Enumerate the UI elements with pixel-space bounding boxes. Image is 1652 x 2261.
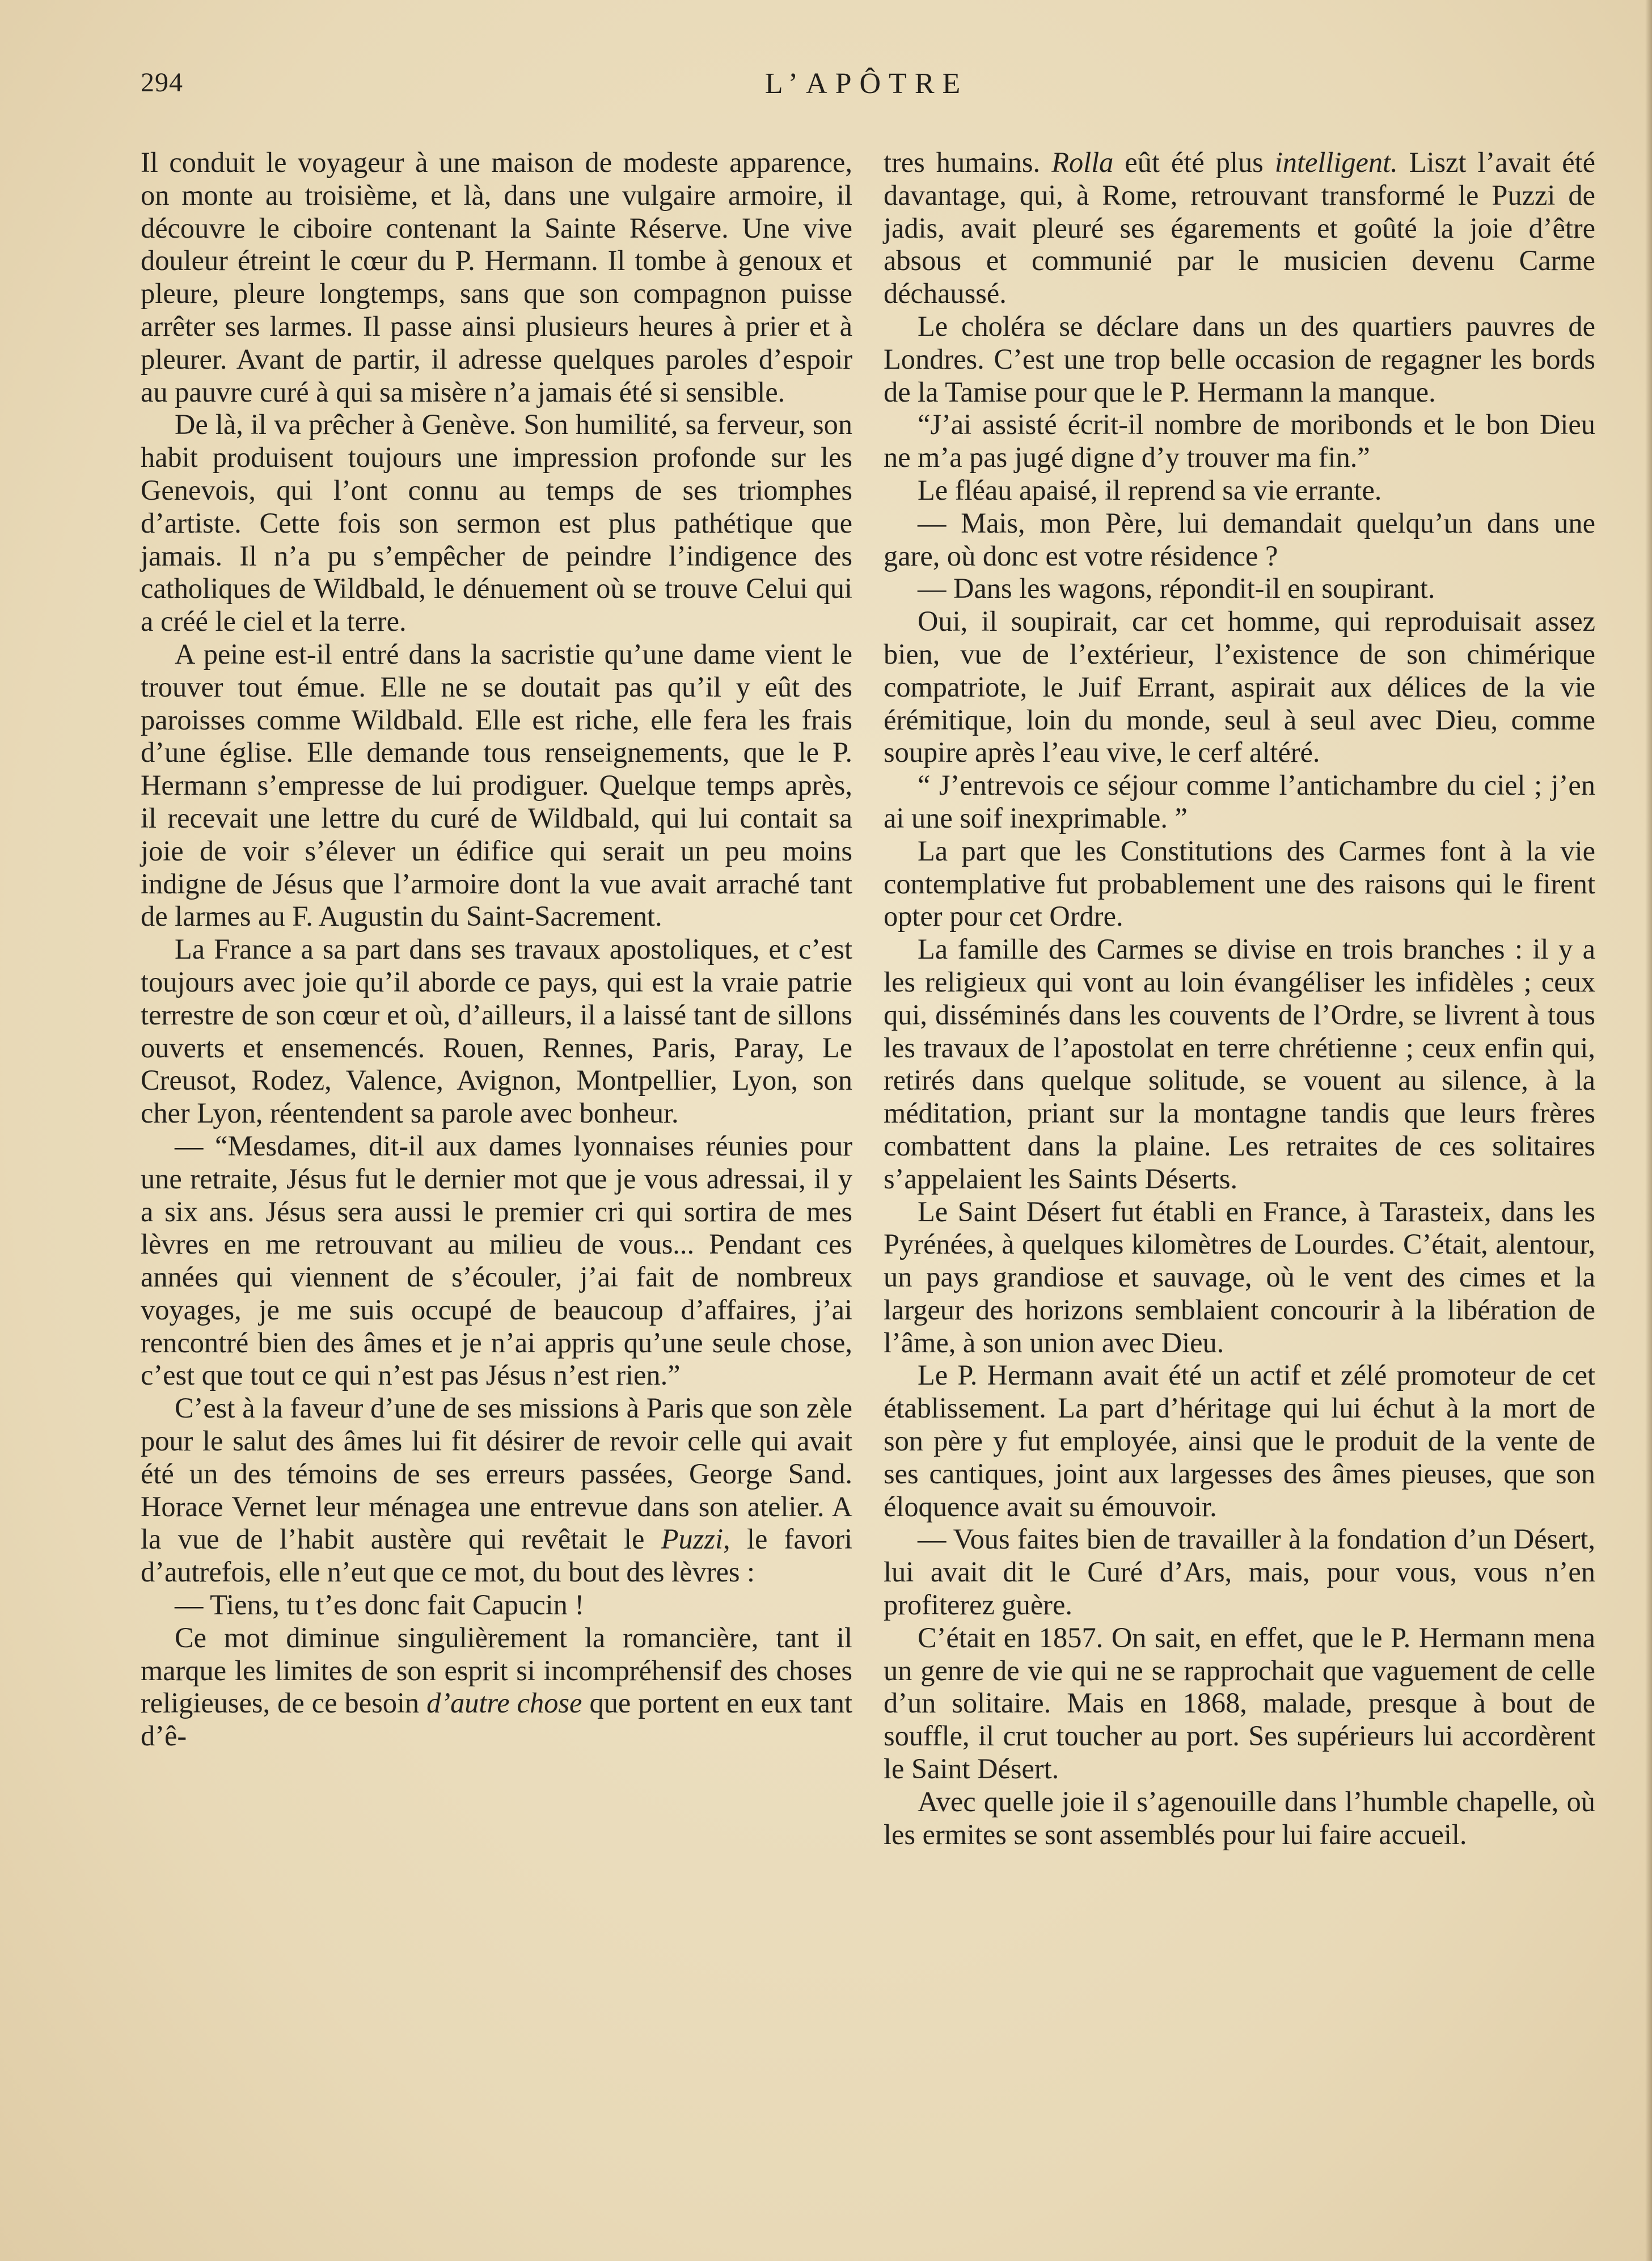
page-header	[141, 67, 1592, 112]
paragraph: A peine est-il entré dans la sacristie qu’une dame vient le trouver tout émue. Elle ne se doutait pas qu’il y eût des paroisses comme Wildbald. Elle est riche, elle fera les frais d’une église. Elle demande tous renseignements, que le P. Hermann s’empresse de lui prodiguer. Quelque temps après, il recevait une lettre du curé de Wildbald, qui lui contait sa joie de voir s’élever un édifice qui serait un peu moins indigne de Jésus que l’armoire dont la vue avait arraché tant de larmes au F. Augustin du Saint-Sacrement.	[141, 638, 852, 933]
paragraph: — Vous faites bien de travailler à la fondation d’un Désert, lui avait dit le Curé d’Ars, mais, pour vous, vous n’en profiterez guère.	[884, 1523, 1595, 1621]
paragraph: Le fléau apaisé, il reprend sa vie errante.	[918, 474, 1382, 506]
paragraph: tres humains. Rolla eût été plus intelligent. Liszt l’avait été davantage, qui, à Rome, retrouvant transformé le Puzzi de jadis, avait pleuré ses égarements et goûté la joie d’être absous et communié par le musicien devenu Carme déchaussé.	[884, 146, 1595, 310]
paragraph: La famille des Carmes se divise en trois branches : il y a les religieux qui vont au loin évangéliser les infidèles ; ceux qui, disséminés dans les couvents de l’Ordre, se livrent à tous les travaux de l’apostolat en terre chrétienne ; ceux enfin qui, retirés dans quelque solitude, se vouent au silence, à la méditation, priant sur la montagne tandis que leurs frères combattent dans la plaine. Les retraites de ces solitaires s’appelaient les Saints Déserts.	[884, 933, 1595, 1195]
italic-text: d’autre chose	[426, 1687, 582, 1719]
paragraph: Le choléra se déclare dans un des quartiers pauvres de Londres. C’est une trop belle occasion de regagner les bords de la Tamise pour que le P. Hermann la manque.	[884, 310, 1595, 408]
running-title: L’APÔTRE	[764, 68, 969, 100]
page-edge-shadow	[1645, 0, 1652, 2261]
paragraph: “J’ai assisté écrit-il nombre de moribonds et le bon Dieu ne m’a pas jugé digne d’y trouver ma fin.”	[884, 408, 1595, 474]
page-number: 294	[141, 68, 183, 98]
paragraph: — Mais, mon Père, lui demandait quelqu’un dans une gare, où donc est votre résidence ?	[884, 507, 1595, 572]
paragraph: Ce mot diminue singulièrement la romancière, tant il marque les limites de son esprit si incompréhensif des choses religieuses, de ce besoin d’autre chose que portent en eux tant d’ê-	[141, 1621, 853, 1752]
paragraph: Oui, il soupirait, car cet homme, qui reproduisait assez bien, vue de l’extérieur, l’existence de son chimérique compatriote, le Juif Errant, aspirait aux délices de la vie érémitique, loin du monde, seul à seul avec Dieu, comme soupire après l’eau vive, le cerf altéré.	[884, 605, 1595, 769]
italic-text: intelligent.	[1274, 146, 1398, 178]
paragraph: Le Saint Désert fut établi en France, à Tarasteix, dans les Pyrénées, à quelques kilomètres de Lourdes. C’était, alentour, un pays grandiose et sauvage, où le vent des cimes et la largeur des horizons semblaient concourir à la libération de l’âme, à son union avec Dieu.	[884, 1195, 1595, 1359]
right-column	[884, 146, 1595, 1851]
paragraph: La France a sa part dans ses travaux apostoliques, et c’est toujours avec joie qu’il aborde ce pays, qui est la vraie patrie terrestre de son cœur et où, d’ailleurs, il a laissé tant de sillons ouverts et ensemencés. Rouen, Rennes, Paris, Paray, Le Creusot, Rodez, Valence, Avignon, Montpellier, Lyon, son cher Lyon, réentendent sa parole avec bonheur.	[141, 933, 852, 1129]
italic-text: Rolla	[1051, 146, 1114, 178]
paragraph: De là, il va prêcher à Genève. Son humilité, sa ferveur, son habit produisent toujours une impression profonde sur les Genevois, qui l’ont connu au temps de ses triomphes d’artiste. Cette fois son sermon est plus pathétique que jamais. Il n’a pu s’empêcher de peindre l’indigence des catholiques de Wildbald, le dénuement où se trouve Celui qui a créé le ciel et la terre.	[141, 408, 852, 638]
paragraph: — “Mesdames, dit-il aux dames lyonnaises réunies pour une retraite, Jésus fut le dernier mot que je vous adressai, il y a six ans. Jésus sera aussi le premier cri qui sortira de mes lèvres en me retrouvant au milieu de vous... Pendant ces années qui viennent de s’écouler, j’ai fait de nombreux voyages, je me suis occupé de beaucoup d’affaires, j’ai rencontré bien des âmes et je n’ai appris qu’une seule chose, c’est que tout ce qui n’est pas Jésus n’est rien.”	[141, 1129, 852, 1391]
paragraph: Il conduit le voyageur à une maison de modeste apparence, on monte au troisième, et là, dans une vulgaire armoire, il découvre le ciboire contenant la Sainte Réserve. Une vive douleur étreint le cœur du P. Hermann. Il tombe à genoux et pleure, pleure longtemps, sans que son compagnon puisse arrêter ses larmes. Il passe ainsi plusieurs heures à prier et à pleurer. Avant de partir, il adresse quelques paroles d’espoir au pauvre curé à qui sa misère n’a jamais été si sensible.	[141, 146, 852, 408]
paragraph: Le P. Hermann avait été un actif et zélé promoteur de cet établissement. La part d’héritage qui lui échut à la mort de son père y fut employée, ainsi que le produit de la vente de ses cantiques, joint aux largesses des âmes pieuses, que son éloquence avait su émouvoir.	[884, 1359, 1595, 1522]
paragraph: — Dans les wagons, répondit-il en soupirant.	[918, 572, 1435, 605]
paragraph: — Tiens, tu t’es donc fait Capucin !	[175, 1589, 585, 1621]
paragraph: C’était en 1857. On sait, en effet, que le P. Hermann mena un genre de vie qui ne se rapprochait que vaguement de celle d’un solitaire. Mais en 1868, malade, presque à bout de souffle, il crut toucher au port. Ses supérieurs lui accordèrent le Saint Désert.	[884, 1621, 1595, 1785]
paragraph: C’est à la faveur d’une de ses missions à Paris que son zèle pour le salut des âmes lui fit désirer de revoir celle qui avait été un des témoins de ses erreurs passées, George Sand. Horace Vernet leur ménagea une entrevue dans son atelier. A la vue de l’habit austère qui revêtait le Puzzi, le favori d’autrefois, elle n’eut que ce mot, du bout des lèvres :	[141, 1392, 853, 1588]
paragraph: Avec quelle joie il s’agenouille dans l’humble chapelle, où les ermites se sont assemblés pour lui faire accueil.	[884, 1785, 1595, 1850]
italic-text: Puzzi	[661, 1523, 723, 1555]
paragraph: “ J’entrevois ce séjour comme l’antichambre du ciel ; j’en ai une soif inexprimable. ”	[884, 769, 1595, 834]
left-column	[141, 146, 852, 1753]
paragraph: La part que les Constitutions des Carmes font à la vie contemplative fut probablement une des raisons qui le firent opter pour cet Ordre.	[884, 834, 1595, 933]
